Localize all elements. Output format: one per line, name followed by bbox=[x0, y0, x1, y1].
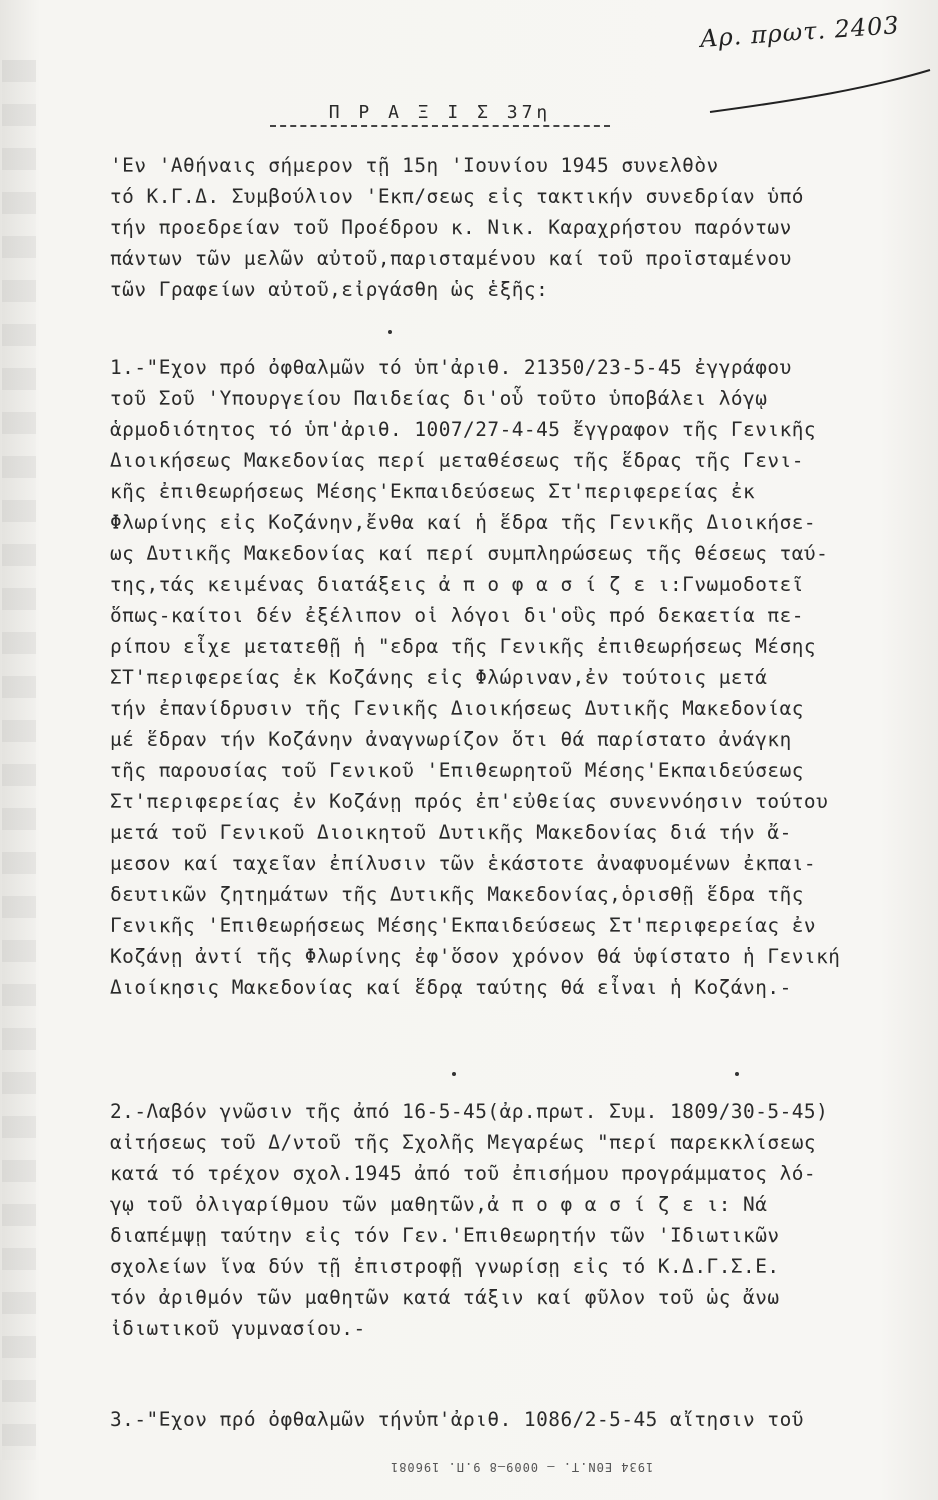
text-line: μέ ἕδραν τήν Κοζάνην ἀναγνωρίζον ὅτι θά παρίστατο ἀνάγκη bbox=[110, 728, 792, 751]
text-line: Γενικῆς 'Επιθεωρήσεως Μέσης'Εκπαιδεύσεως Στ'περιφερείας ἐν bbox=[110, 914, 817, 937]
text-line: 2.-Λαβόν γνῶσιν τῆς ἀπό 16-5-45(ἀρ.πρωτ. Συμ. 1809/30-5-45) bbox=[110, 1100, 829, 1123]
text-line: τῶν Γραφείων αὐτοῦ,εἰργάσθη ὡς ἑξῆς: bbox=[110, 278, 549, 301]
text-line: ἰδιωτικοῦ γυμνασίου.- bbox=[110, 1317, 366, 1340]
text-line: τό Κ.Γ.Δ. Συμβούλιον 'Εκπ/σεως εἰς τακτικήν συνεδρίαν ὑπό bbox=[110, 185, 804, 208]
text-line: της,τάς κειμένας διατάξεις ἀ π ο φ α σ ί ζ ε ι:Γνωμοδοτεῖ bbox=[110, 573, 804, 596]
text-line: τῆς παρουσίας τοῦ Γενικοῦ 'Επιθεωρητοῦ Μέσης'Εκπαιδεύσεως bbox=[110, 759, 804, 782]
item-3-paragraph bbox=[110, 1404, 900, 1435]
text-line: ρίπου εἶχε μετατεθῇ ἡ "εδρα τῆς Γενικῆς ἐπιθεωρήσεως Μέσης bbox=[110, 635, 817, 658]
handwritten-stroke bbox=[690, 60, 938, 120]
text-line: Κοζάνῃ ἀντί τῆς Φλωρίνης ἐφ'ὅσον χρόνον θά ὑφίστατο ἡ Γενική bbox=[110, 945, 841, 968]
text-line: Φλωρίνης εἰς Κοζάνην,ἔνθα καί ἡ ἕδρα τῆς Γενικῆς Διοικήσε- bbox=[110, 511, 817, 534]
print-footer: 1934 ΕΘΝ.Τ. — 0009—8 9.Π. 196081 bbox=[390, 1460, 654, 1474]
text-line: ἁρμοδιότητος τό ὑπ'ἀριθ. 1007/27-4-45 ἔγγραφον τῆς Γενικῆς bbox=[110, 418, 817, 441]
page-title: Π Ρ Α Ξ Ι Σ 37η bbox=[270, 102, 610, 127]
text-line: σχολείων ἵνα δύν τῇ ἐπιστροφῇ γνωρίσῃ εἰς τό Κ.Δ.Γ.Σ.Ε. bbox=[110, 1255, 780, 1278]
text-line: πάντων τῶν μελῶν αὐτοῦ,παρισταμένου καί τοῦ προϊσταμένου bbox=[110, 247, 792, 270]
binding-edge-stamp bbox=[2, 60, 36, 1460]
ink-dot bbox=[452, 1072, 456, 1076]
text-line: τόν ἀριθμόν τῶν μαθητῶν κατά τάξιν καί φῦλον τοῦ ὡς ἄνω bbox=[110, 1286, 780, 1309]
text-line: Στ'περιφερείας ἐν Κοζάνῃ πρός ἐπ'εὐθείας συνεννόησιν τούτου bbox=[110, 790, 829, 813]
text-line: τήν προεδρείαν τοῦ Προέδρου κ. Νικ. Καραχρήστου παρόντων bbox=[110, 216, 792, 239]
text-line: 3.-"Εχον πρό ὀφθαλμῶν τήνὑπ'ἀριθ. 1086/2-5-45 αἴτησιν τοῦ bbox=[110, 1408, 804, 1431]
intro-paragraph bbox=[110, 150, 900, 305]
text-line: κατά τό τρέχον σχολ.1945 ἀπό τοῦ ἐπισήμου προγράμματος λό- bbox=[110, 1162, 817, 1185]
text-line: τήν ἐπανίδρυσιν τῆς Γενικῆς Διοικήσεως Δυτικῆς Μακεδονίας bbox=[110, 697, 804, 720]
text-line: μεσον καί ταχεῖαν ἐπίλυσιν τῶν ἑκάστοτε ἀναφυομένων ἐκπαι- bbox=[110, 852, 817, 875]
text-line: 'Εν 'Αθήναις σήμερον τῇ 15η 'Ιουνίου 1945 συνελθὸν bbox=[110, 154, 719, 177]
text-line: αἰτήσεως τοῦ Δ/ντοῦ τῆς Σχολῆς Μεγαρέως "περί παρεκκλίσεως bbox=[110, 1131, 817, 1154]
text-line: γῳ τοῦ ὀλιγαρίθμου τῶν μαθητῶν,ἀ π ο φ α σ ί ζ ε ι: Νά bbox=[110, 1193, 768, 1216]
text-line: διαπέμψῃ ταύτην εἰς τόν Γεν.'Επιθεωρητήν τῶν 'Ιδιωτικῶν bbox=[110, 1224, 780, 1247]
text-line: ως Δυτικῆς Μακεδονίας καί περί συμπληρώσεως τῆς θέσεως ταύ- bbox=[110, 542, 829, 565]
text-line: Διοικήσεως Μακεδονίας περί μεταθέσεως τῆς ἕδρας τῆς Γενι- bbox=[110, 449, 804, 472]
item-2-paragraph bbox=[110, 1096, 900, 1344]
text-line: μετά τοῦ Γενικοῦ Διοικητοῦ Δυτικῆς Μακεδονίας διά τήν ἄ- bbox=[110, 821, 792, 844]
text-line: ὅπως-καίτοι δέν ἐξέλιπον οἱ λόγοι δι'οὓς πρό δεκαετία πε- bbox=[110, 604, 804, 627]
text-line: Διοίκησις Μακεδονίας καί ἕδρᾳ ταύτης θά εἶναι ἡ Κοζάνη.- bbox=[110, 976, 792, 999]
item-1-paragraph bbox=[110, 352, 900, 1003]
text-line: τοῦ Σοῦ 'Υπουργείου Παιδείας δι'οὗ τοῦτο ὑποβάλει λόγῳ bbox=[110, 387, 768, 410]
handwritten-protocol-note: Αρ. πρωτ. 2403 bbox=[699, 11, 901, 53]
ink-dot bbox=[388, 330, 392, 334]
ink-dot bbox=[735, 1072, 739, 1076]
text-line: ΣΤ'περιφερείας ἐκ Κοζάνης εἰς Φλώριναν,ἐν τούτοις μετά bbox=[110, 666, 768, 689]
text-line: δευτικῶν ζητημάτων τῆς Δυτικῆς Μακεδονίας,ὁρισθῇ ἕδρα τῆς bbox=[110, 883, 804, 906]
text-line: 1.-"Εχον πρό ὀφθαλμῶν τό ὑπ'ἀριθ. 21350/23-5-45 ἐγγράφου bbox=[110, 356, 792, 379]
text-line: κῆς ἐπιθεωρήσεως Μέσης'Εκπαιδεύσεως Στ'περιφερείας ἐκ bbox=[110, 480, 756, 503]
